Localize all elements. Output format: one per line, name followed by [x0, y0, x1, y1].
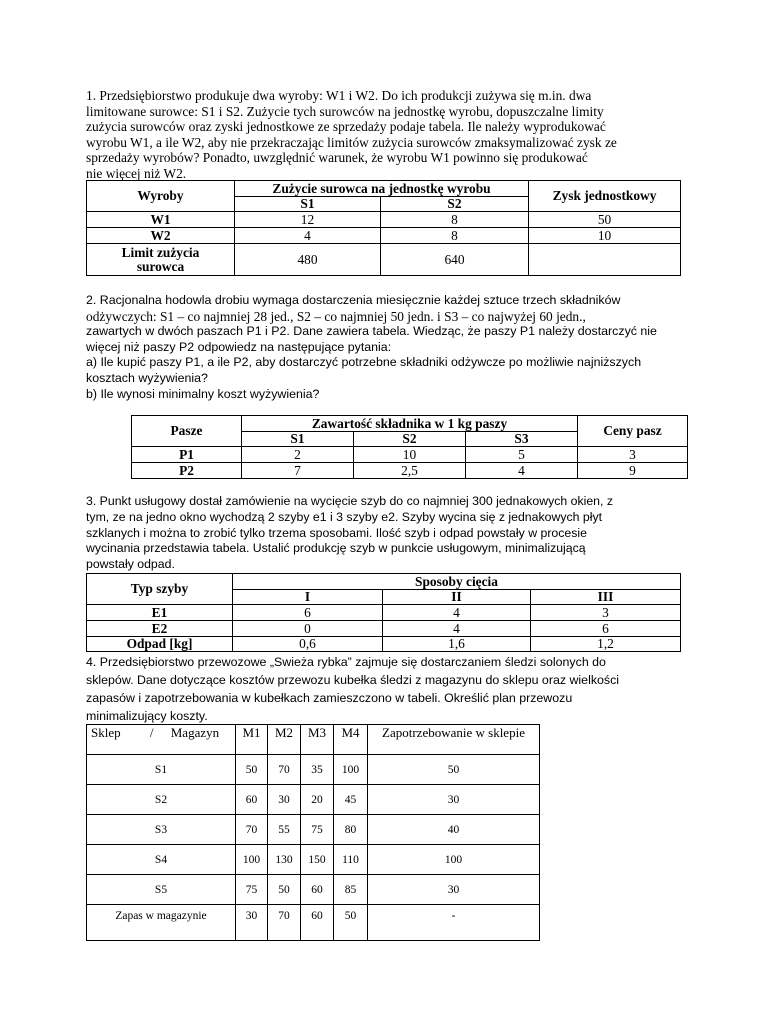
problem-1-line: zużycia surowców oraz zyski jednostkowe ze sprzedaży podaje tabela. Ile należy wyprodukować [86, 119, 606, 135]
header-shop-warehouse [87, 725, 236, 755]
cell: 55 [268, 815, 301, 845]
problem-2-line: więcej niż paszy P2 odpowiedz na następujące pytania: [86, 339, 392, 354]
problem-1-line: wyrobu W1, a ile W2, aby nie przekraczając limitów zużycia surowców zmaksymalizować zysk ze [86, 134, 617, 150]
subheader-s1: S1 [242, 432, 354, 447]
header-feed-prices: Ceny pasz [578, 416, 688, 447]
cell: 4 [466, 463, 578, 479]
header-shop: Sklep [91, 725, 121, 740]
subheader-s2: S2 [381, 197, 529, 212]
problem-3-table [86, 573, 681, 652]
cell: 70 [268, 905, 301, 941]
problem-1-line: limitowane surowce: S1 i S2. Zużycie tych surowców na jednostkę wyrobu, dopuszczalne limity [86, 103, 604, 119]
row-label: W1 [87, 212, 235, 228]
cell: 30 [368, 875, 540, 905]
problem-1-table [86, 180, 681, 276]
cell: 130 [268, 845, 301, 875]
problem-4-text [86, 653, 686, 725]
header-separator: / [149, 725, 154, 740]
cell: 70 [268, 755, 301, 785]
cell: 8 [381, 212, 529, 228]
table-row [87, 755, 540, 785]
cell: 10 [354, 447, 466, 463]
header-usage: Zużycie surowca na jednostkę wyrobu [235, 181, 529, 197]
row-label: P1 [132, 447, 242, 463]
cell: 2,5 [354, 463, 466, 479]
subheader-s2: S2 [354, 432, 466, 447]
cell: 20 [301, 785, 334, 815]
cell: 75 [301, 815, 334, 845]
cell: 30 [236, 905, 268, 941]
cell [529, 244, 681, 276]
problem-4-table [86, 724, 540, 941]
problem-4-line: minimalizujący koszty. [86, 709, 208, 723]
problem-3-line: tym, ze na jedno okno wychodzą 2 szyby e1 i 3 szyby e2. Szyby wycina się z jednakowych płyt [86, 509, 603, 524]
cell: 50 [334, 905, 368, 941]
problem-2-line: kosztach wyżywienia? [86, 370, 208, 385]
header-cutting-methods: Sposoby cięcia [233, 574, 681, 590]
problem-3-text [86, 494, 678, 573]
subheader-s3: S3 [466, 432, 578, 447]
cell: 50 [268, 875, 301, 905]
cell: 2 [242, 447, 354, 463]
cell: 40 [368, 815, 540, 845]
problem-2-table [131, 415, 688, 479]
table-row [87, 785, 540, 815]
row-label: S4 [87, 845, 236, 875]
problem-3-line: szklanych i można to zrobić tylko trzema sposobami. Ilość szyb i odpad powstały w procesie [86, 525, 587, 540]
header-warehouse: Magazyn [170, 725, 220, 740]
cell: 70 [236, 815, 268, 845]
header-m1: M1 [236, 725, 268, 755]
table-row [87, 228, 681, 244]
row-label: S5 [87, 875, 236, 905]
row-label: S1 [87, 755, 236, 785]
header-unit-profit: Zysk jednostkowy [529, 181, 681, 212]
row-label: E1 [87, 605, 233, 621]
cell: 480 [235, 244, 381, 276]
table-row [132, 447, 688, 463]
header-products: Wyroby [87, 181, 235, 212]
cell: 100 [368, 845, 540, 875]
cell: 3 [531, 605, 681, 621]
table-row [87, 845, 540, 875]
problem-1-line: nie więcej niż W2. [86, 165, 187, 181]
problem-2-line: a) Ile kupić paszy P1, a ile P2, aby dostarczyć potrzebne składniki odżywcze po możliwie najniższych [86, 355, 642, 370]
problem-3-line: powstały odpad. [86, 557, 175, 572]
cell: 85 [334, 875, 368, 905]
header-glass-type: Typ szyby [87, 574, 233, 605]
row-label: W2 [87, 228, 235, 244]
cell: 60 [236, 785, 268, 815]
cell: 45 [334, 785, 368, 815]
cell: 640 [381, 244, 529, 276]
problem-2-line: zawartych w dwóch paszach P1 i P2. Dane zawiera tabela. Wiedząc, że paszy P1 należy dostarczyć nie [86, 324, 657, 339]
row-label: S3 [87, 815, 236, 845]
cell: 9 [578, 463, 688, 479]
cell: 75 [236, 875, 268, 905]
cell: 100 [334, 755, 368, 785]
table-row [87, 815, 540, 845]
table-row [87, 244, 681, 276]
problem-1-line: sprzedaży wyrobów? Ponadto, uwzględnić warunek, że wyrobu W1 powinno się produkować [86, 150, 588, 166]
table-row [87, 621, 681, 637]
row-label: Limit zużycia surowca [87, 244, 235, 276]
cell: 50 [236, 755, 268, 785]
cell: 30 [368, 785, 540, 815]
problem-1-text [86, 88, 678, 182]
problem-4-line: zapasów i zapotrzebowania w kubełkach zamieszczono w tabeli. Określić plan przewozu [86, 691, 573, 705]
cell: 110 [334, 845, 368, 875]
table-row [132, 463, 688, 479]
header-m4: M4 [334, 725, 368, 755]
table-row [87, 637, 681, 652]
subheader-method-3: III [531, 590, 681, 605]
cell: 35 [301, 755, 334, 785]
row-label: E2 [87, 621, 233, 637]
problem-2-line: 2. Racjonalna hodowla drobiu wymaga dostarczenia miesięcznie każdej sztuce trzech składników [86, 293, 621, 307]
cell: 30 [268, 785, 301, 815]
table-row [87, 905, 540, 941]
header-feeds: Pasze [132, 416, 242, 447]
cell: 60 [301, 875, 334, 905]
cell: 8 [381, 228, 529, 244]
row-label: Zapas w magazynie [87, 905, 236, 941]
subheader-method-1: I [233, 590, 383, 605]
table-row [87, 605, 681, 621]
table-row [87, 212, 681, 228]
cell: 10 [529, 228, 681, 244]
header-m3: M3 [301, 725, 334, 755]
table-row [87, 875, 540, 905]
cell: 60 [301, 905, 334, 941]
cell: 1,6 [383, 637, 531, 652]
cell: 50 [529, 212, 681, 228]
cell: 12 [235, 212, 381, 228]
problem-4-line: 4. Przedsiębiorstwo przewozowe „Swieża rybka” zajmuje się dostarczaniem śledzi solonych do [86, 655, 606, 669]
cell: 7 [242, 463, 354, 479]
problem-2-text [86, 293, 686, 402]
cell: 4 [383, 605, 531, 621]
cell: 4 [235, 228, 381, 244]
row-label: Odpad [kg] [87, 637, 233, 652]
cell: 1,2 [531, 637, 681, 652]
header-m2: M2 [268, 725, 301, 755]
cell: 6 [233, 605, 383, 621]
cell: 3 [578, 447, 688, 463]
problem-2-line: b) Ile wynosi minimalny koszt wyżywienia? [86, 386, 320, 401]
cell: - [368, 905, 540, 941]
cell: 80 [334, 815, 368, 845]
cell: 50 [368, 755, 540, 785]
problem-3-line: 3. Punkt usługowy dostał zamówienie na wycięcie szyb do co najmniej 300 jednakowych okien, z [86, 494, 614, 508]
subheader-s1: S1 [235, 197, 381, 212]
subheader-method-2: II [383, 590, 531, 605]
cell: 100 [236, 845, 268, 875]
cell: 5 [466, 447, 578, 463]
cell: 4 [383, 621, 531, 637]
row-label: P2 [132, 463, 242, 479]
problem-4-line: sklepów. Dane dotyczące kosztów przewozu kubełka śledzi z magazynu do sklepu oraz wielkości [86, 673, 620, 687]
problem-1-line: 1. Przedsiębiorstwo produkuje dwa wyroby: W1 i W2. Do ich produkcji zużywa się m.in. dwa [86, 88, 592, 103]
header-content: Zawartość składnika w 1 kg paszy [242, 416, 578, 432]
cell: 0,6 [233, 637, 383, 652]
cell: 150 [301, 845, 334, 875]
problem-2-line: odżywczych: S1 – co najmniej 28 jed., S2 – co najmniej 50 jedn. i S3 – co najwyżej 60 jedn., [86, 308, 586, 324]
problem-3-line: wycinania przedstawia tabela. Ustalić produkcję szyb w punkcie usługowym, minimalizującą [86, 541, 586, 556]
row-label: S2 [87, 785, 236, 815]
cell: 6 [531, 621, 681, 637]
header-shop-demand: Zapotrzebowanie w sklepie [368, 725, 540, 755]
cell: 0 [233, 621, 383, 637]
